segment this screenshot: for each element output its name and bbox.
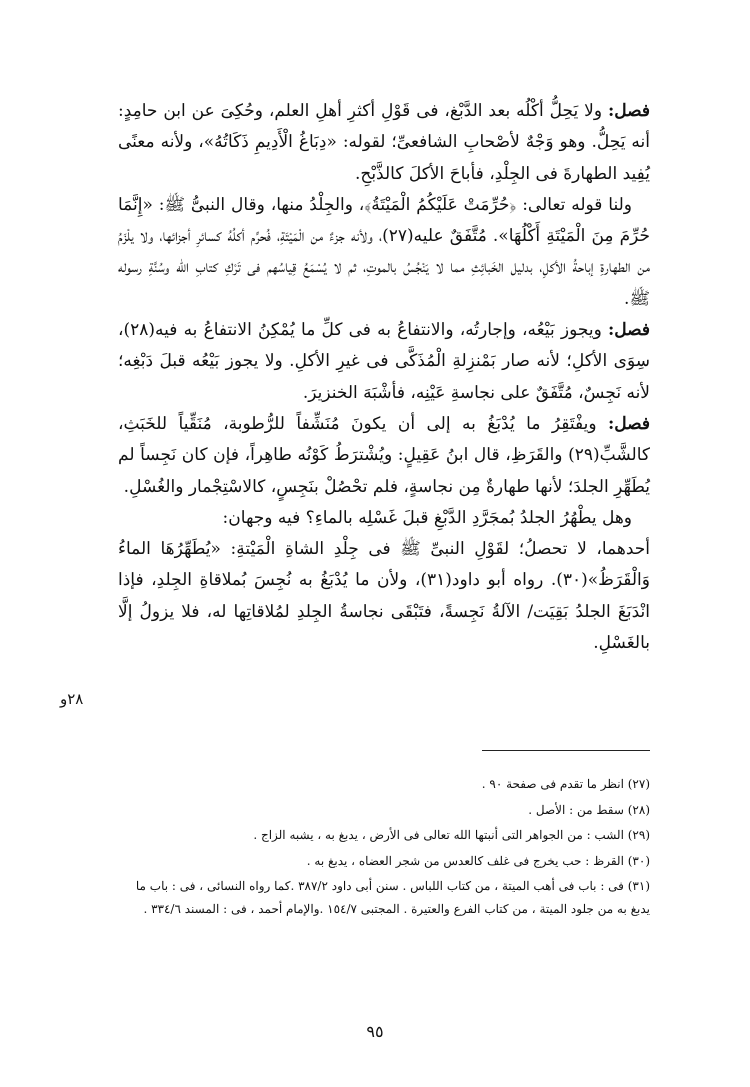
- paragraph-text: وهل يطْهُرُ الجلدُ بُمجَرَّدِ الدَّبْغِ قبلَ غَسْلِه بالماءِ؟ فيه وجهان:: [222, 507, 632, 528]
- footnotes: [118, 773, 650, 923]
- paragraph-1: [118, 96, 650, 190]
- folio-margin-note: ٢٨و: [60, 690, 84, 708]
- paragraph-6: [118, 534, 650, 659]
- paragraph-text: ويفْتَقِرُ ما يُدْبَغُ به إلى أن يكونَ مُنَشِّفاً للرُّطوبة، مُنَقِّياً للخَبَثِ، كالشَّبِّ(٢٩) والقَرَظِ، قال ابنُ عَقِيلٍ: ويُشْترَطُ كَوْنُه طاهِراً، فإن كان نَجِساً لم يُطَهِّرِ الجلدَ؛ لأنها طهارةٌ مِن نجاسةٍ، فلم تحْصُلْ بنَجِسٍ، كالاسْتِجْمار والغُسْلِ.: [118, 413, 650, 497]
- paragraph-5: [118, 503, 650, 534]
- paragraph-2: [118, 190, 650, 315]
- paragraph-text: ولا يَحِلُّ أكْلُه بعد الدَّبْغ، فى قَوْلِ أكثرِ أهلِ العلم، وحُكِىَ عن ابن حامِدٍ: أنه يَحِلُّ. وهو وَجْهٌ لأصْحابِ الشافعىِّ؛ لقوله: «دِبَاغُ الْأَدِيمِ ذَكَاتُهُ»، ولأنه معنًى يُفِيد الطهارةَ فى الجِلْدِ، فأباحَ الأكلَ كالذَّبْحِ.: [118, 101, 650, 184]
- section-heading: فصل:: [607, 320, 651, 341]
- footnote-30: (٣٠) القرظ : حب يخرج فى غلف كالعدس من شجر العضاه ، يدبغ به .: [306, 853, 650, 868]
- paragraph-text: ويجوز بَيْعُه، وإجارتُه، والانتفاعُ به فى كلِّ ما يُمْكِنُ الانتفاعُ به فيه(٢٨)، سِوَى الأكلِ؛ لأنه صار بَمْنزِلةِ الْمُذَكَّى فى غيرِ الأكلِ. ولا يجوز بَيْعُه قبلَ دَبْغِه؛ لأنه نَجِسٌ، مُتَّفَقٌ على نجاسةِ عَيْنِه، فأشْبَهَ الخنزيرَ.: [118, 320, 650, 403]
- section-heading: فصل:: [607, 101, 651, 121]
- footnote-29: (٢٩) الشب : من الجواهر التى أنبتها الله تعالى فى الأرض ، يدبغ به ، يشبه الزاج .: [253, 828, 650, 842]
- paragraph-text: ولنا قوله تعالى: ﴿حُرِّمَتْ عَلَيْكُمُ الْمَيْتَةُ﴾، والجِلْدُ منها، وقال النبىُّ ﷺ: «إِنَّمَا حُرِّمَ مِنَ الْمَيْتَةِ أَكْلُهَا». مُتَّفَقٌ عليه(٢٧)، ولأنه جزءٌ من الْمَيْتَةِ، فُحرِّم أكلُهُ كسائرِ أجزائها، ولا يلْزَمُ من الطهارةِ إباحةُ الأكلِ، بدليل الخَبائِثِ مما لا يَنْجُسُ بالموتِ، ثم لا يُسْمَعُ قِياسُهم فى تَرْكِ كتابِ الله وسُنَّةِ رسوله ﷺ.: [118, 194, 651, 309]
- footnote-divider: [482, 750, 650, 751]
- paragraph-3: [118, 315, 650, 409]
- footnote-31: (٣١) فى : باب فى أهب الميتة ، من كتاب اللباس . سنن أبى داود ٣٨٧/٢ .كما رواه النسائى ، فى : باب ما يدبغ به من جلود الميتة ، من كتاب الفرع والعتيرة . المجتبى ١٥٤/٧ .والإمام أحمد ، فى : المسند ٣٣٤/٦ .: [135, 879, 650, 916]
- footnote-27: (٢٧) انظر ما تقدم فى صفحة ٩٠ .: [481, 777, 650, 791]
- section-heading: فصل:: [607, 413, 651, 434]
- footnote-28: (٢٨) سقط من : الأصل .: [528, 802, 650, 817]
- main-text: [118, 96, 650, 659]
- page-number: ٩٥: [366, 1022, 384, 1041]
- paragraph-4: [118, 409, 650, 503]
- paragraph-text: أحدهما، لا تحصلُ؛ لقَوْلِ النبىِّ ﷺ فى جِلْدِ الشاةِ الْمَيْتةِ: «يُطَهِّرُهَا الماءُ وَالْقَرَظُ»(٣٠). رواه أبو داود(٣١)، ولأن ما يُدْبَغُ به نُجِسَ بُملاقاةِ الجِلدِ، فإذا انْدَبَغَ الجلدُ بَقِيَت/ الآلةُ نَجِسةً، فتَبْقَى نجاسةُ الجِلدِ لمُلاقاتِها له، فلا يزولُ إلَّا بالغَسْلِ.: [118, 539, 650, 654]
